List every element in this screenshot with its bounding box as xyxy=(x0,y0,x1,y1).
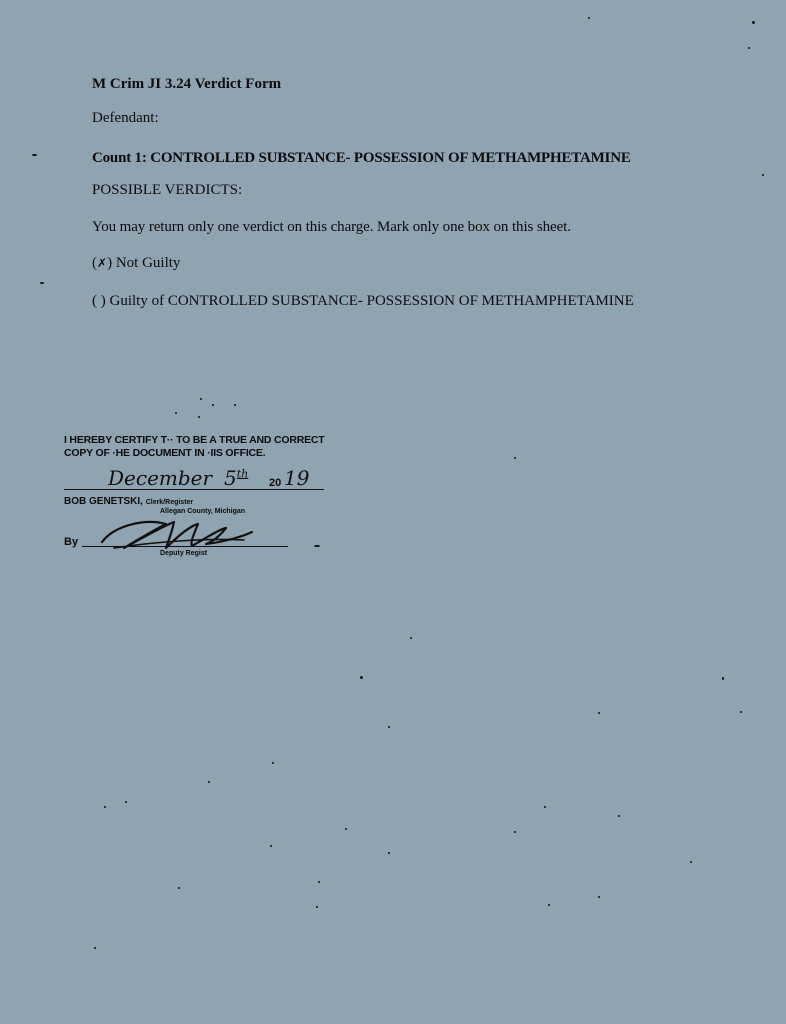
count-heading: Count 1: CONTROLLED SUBSTANCE- POSSESSION OF METHAMPHETAMINE xyxy=(92,150,631,166)
handwritten-year: 19 xyxy=(284,466,310,490)
scan-speck xyxy=(272,762,274,764)
verdict-option-guilty xyxy=(92,293,634,310)
clerk-name xyxy=(64,496,193,507)
scan-speck xyxy=(544,806,546,808)
possible-verdicts-heading: POSSIBLE VERDICTS: xyxy=(92,182,243,198)
scan-speck xyxy=(234,404,236,406)
scan-speck xyxy=(198,416,200,418)
scan-speck xyxy=(598,896,600,898)
scan-speck xyxy=(316,906,318,908)
scan-speck xyxy=(314,545,320,547)
scan-speck xyxy=(270,845,272,847)
handwritten-month: December xyxy=(108,466,213,490)
box-close: ) xyxy=(107,255,113,271)
defendant-label: Defendant: xyxy=(92,110,159,126)
signature-icon xyxy=(94,508,254,556)
county-name: Allegan County, Michigan xyxy=(160,508,246,515)
scan-speck xyxy=(618,815,620,817)
scan-speck xyxy=(514,457,516,459)
scan-speck xyxy=(752,21,755,24)
scan-speck xyxy=(94,947,96,949)
scan-speck xyxy=(748,47,750,49)
option-label: Not Guilty xyxy=(115,255,181,271)
scan-speck xyxy=(104,806,106,808)
clerk-name-text: BOB GENETSKI, xyxy=(64,496,143,507)
box-open: ( xyxy=(92,255,97,271)
scan-speck xyxy=(200,398,202,400)
box-open: ( xyxy=(92,293,97,309)
option-label: Guilty of CONTROLLED SUBSTANCE- POSSESSION OF METHAMPHETAMINE xyxy=(109,293,634,309)
verdict-option-not-guilty xyxy=(92,255,180,272)
scan-speck xyxy=(32,154,37,156)
deputy-label: Deputy Regist xyxy=(160,550,208,557)
clerk-role: Clerk/Register xyxy=(145,499,194,506)
scan-speck xyxy=(388,852,390,854)
scan-speck xyxy=(548,904,550,906)
verdict-instructions: You may return only one verdict on this charge. Mark only one box on this sheet. xyxy=(92,219,571,235)
day-suffix: th xyxy=(236,467,249,481)
scan-speck xyxy=(762,174,764,176)
handwritten-day xyxy=(224,466,248,490)
scan-speck xyxy=(318,881,320,883)
scan-speck xyxy=(178,887,180,889)
scan-speck xyxy=(40,282,44,284)
year-prefix: 20 xyxy=(269,477,282,489)
scan-speck xyxy=(345,828,347,830)
checkbox-not-guilty[interactable] xyxy=(92,255,112,272)
scan-speck xyxy=(125,801,127,803)
scan-speck xyxy=(598,712,600,714)
scan-speck xyxy=(722,677,724,680)
scan-speck xyxy=(208,781,210,783)
scan-speck xyxy=(212,404,214,406)
check-mark-icon: ✗ xyxy=(97,256,108,270)
scan-speck xyxy=(360,676,363,679)
certification-stamp xyxy=(64,434,344,557)
form-title: M Crim JI 3.24 Verdict Form xyxy=(92,76,282,92)
by-label: By xyxy=(64,536,79,548)
box-close: ) xyxy=(100,293,106,309)
scan-speck xyxy=(410,637,412,639)
scan-speck xyxy=(514,831,516,833)
signature-line xyxy=(82,546,288,547)
scan-speck xyxy=(690,861,692,863)
checkbox-guilty[interactable] xyxy=(92,293,106,310)
certification-date xyxy=(64,468,324,490)
certification-text: I HEREBY CERTIFY T·· TO BE A TRUE AND CORRECT COPY OF ·HE DOCUMENT IN ·IIS OFFICE. xyxy=(64,434,325,459)
scan-speck xyxy=(175,412,177,414)
scan-speck xyxy=(740,711,742,713)
day-number: 5 xyxy=(224,466,237,490)
scan-speck xyxy=(388,726,390,728)
scan-speck xyxy=(588,17,590,19)
date-underline xyxy=(64,489,324,490)
